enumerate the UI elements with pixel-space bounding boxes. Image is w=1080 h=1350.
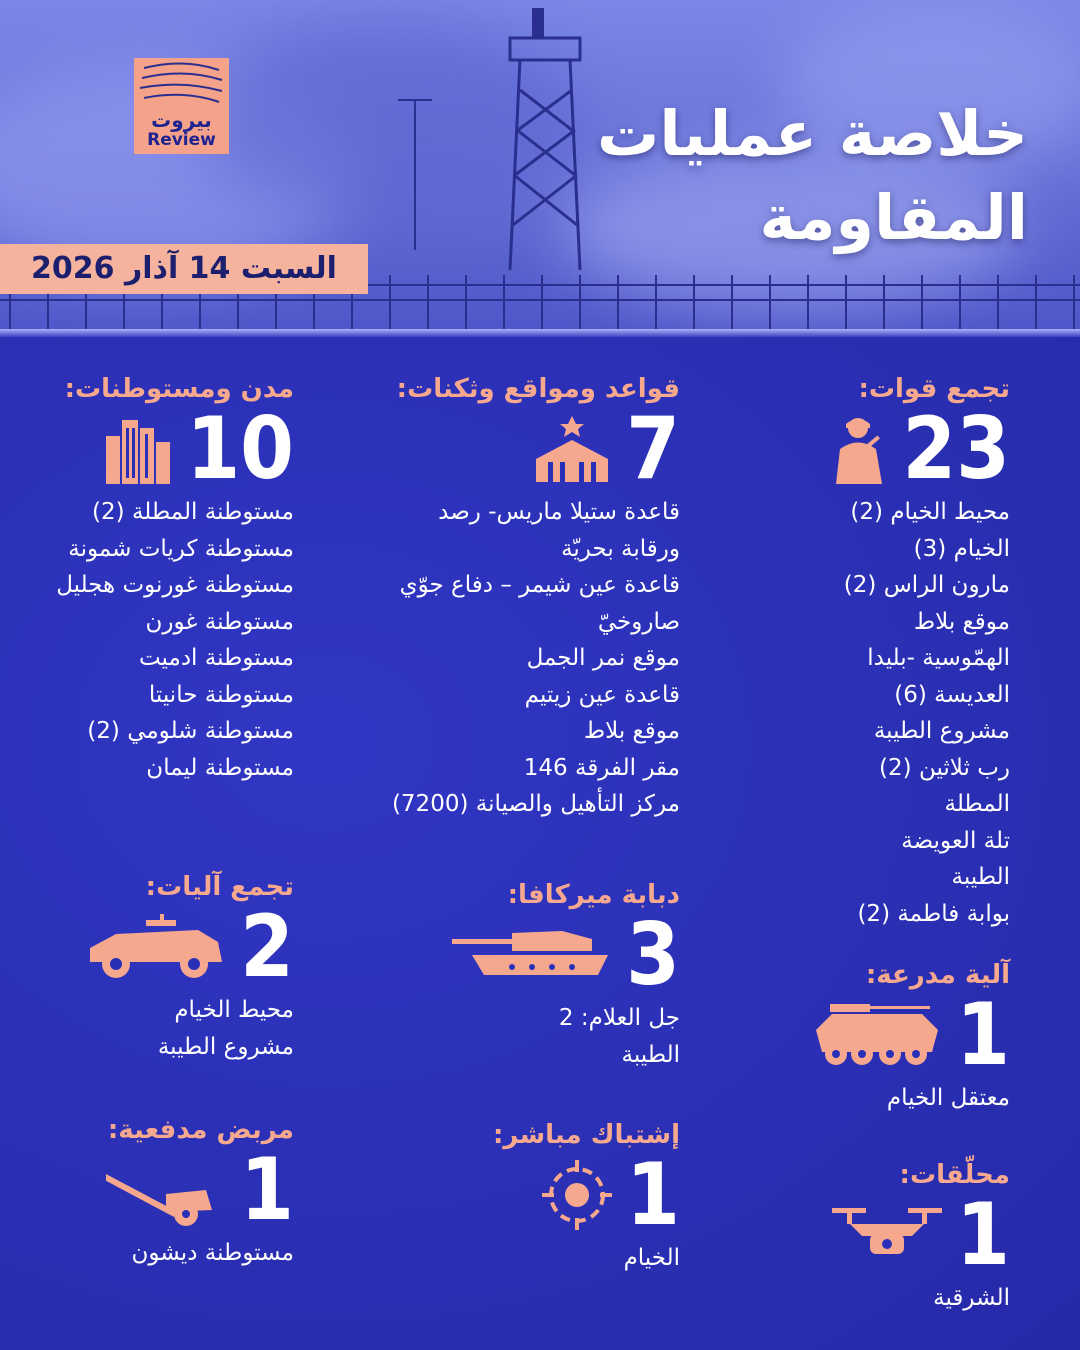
list-item: الطيبة — [951, 864, 1010, 890]
forces-list — [828, 494, 1010, 932]
merkava-heading: دبابة ميركافا: — [507, 880, 680, 910]
buildings-icon — [106, 414, 172, 484]
cities-section — [56, 374, 294, 786]
list-item: مستوطنة كريات شمونة — [68, 535, 294, 562]
logo-english: Review — [147, 130, 216, 150]
list-item: مشروع الطيبة — [873, 718, 1010, 744]
artillery-list — [106, 1235, 294, 1272]
cities-heading: مدن ومستوطنات: — [64, 374, 294, 404]
list-item: محيط الخيام (2) — [850, 499, 1010, 525]
hero-divider — [0, 329, 1080, 337]
list-item: مقر الفرقة 146 — [523, 754, 680, 781]
vehicles-list — [86, 992, 294, 1065]
list-item: جل العلام: 2 — [558, 1005, 680, 1031]
list-item: الخيام (3) — [913, 535, 1010, 562]
list-item: الخيام — [623, 1245, 680, 1271]
brand-logo — [134, 58, 229, 154]
merkava-list — [452, 1000, 680, 1073]
cities-list — [56, 494, 294, 786]
list-item: معتقل الخيام — [886, 1085, 1010, 1111]
list-item: موقع بلاط — [583, 718, 680, 744]
merkava-count: 3 — [626, 905, 680, 1005]
forces-section — [828, 374, 1010, 932]
bases-count: 7 — [626, 399, 680, 499]
list-item: مستوطنة ادميت — [138, 645, 294, 671]
howitzer-icon — [106, 1150, 226, 1230]
list-item: الشرقية — [933, 1285, 1010, 1311]
vehicles-count: 2 — [240, 897, 294, 997]
vehicles-heading: تجمع آليات: — [145, 872, 294, 902]
forces-count: 23 — [902, 399, 1010, 499]
list-item: المطلة — [944, 791, 1010, 817]
list-item: قاعدة ستيلا ماريس- رصد — [438, 499, 680, 525]
list-item: مشروع الطيبة — [157, 1033, 294, 1060]
armored-list — [812, 1080, 1010, 1117]
bases-heading: قواعد ومواقع وثكنات: — [396, 374, 680, 404]
list-item: مارون الراس (2) — [843, 572, 1010, 598]
armored-section — [812, 960, 1010, 1117]
cities-count: 10 — [186, 399, 294, 499]
title-line-2: المقاومة — [759, 181, 1028, 254]
artillery-count: 1 — [240, 1140, 294, 1240]
cedar-scribble-icon — [134, 58, 229, 108]
list-item: صاروخيّ — [597, 608, 680, 635]
artillery-heading: مربض مدفعية: — [107, 1115, 294, 1145]
list-item: مركز التأهيل والصيانة (7200) — [391, 791, 680, 817]
list-item: الهمّوسية -بليدا — [867, 645, 1010, 671]
date-badge: السبت 14 آذار 2026 — [0, 244, 368, 294]
list-item: مستوطنة المطلة (2) — [92, 499, 294, 525]
list-item: العديسة (6) — [894, 681, 1010, 708]
barracks-icon — [532, 414, 612, 484]
logo-arabic: بيروت — [151, 108, 212, 132]
drones-list — [832, 1280, 1010, 1317]
bases-list — [392, 494, 680, 823]
clash-heading: إشتباك مباشر: — [493, 1120, 680, 1150]
soldier-icon — [828, 414, 888, 484]
list-item: قاعدة عين شيمر – دفاع جوّي — [399, 572, 680, 598]
forces-heading: تجمع قوات: — [858, 374, 1010, 404]
title-line-1: خلاصة عمليات — [597, 97, 1028, 170]
tank-icon — [452, 925, 612, 985]
list-item: محيط الخيام — [174, 997, 294, 1023]
list-item: مستوطنة غورنوت هجليل — [56, 572, 294, 598]
drones-section — [832, 1160, 1010, 1317]
crosshair-icon — [542, 1160, 612, 1230]
list-item: موقع نمر الجمل — [526, 645, 680, 671]
drones-count: 1 — [956, 1185, 1010, 1285]
list-item: بوابة فاطمة (2) — [857, 900, 1010, 927]
armored-count: 1 — [956, 985, 1010, 1085]
list-item: مستوطنة ليمان — [146, 754, 294, 781]
list-item: مستوطنة ديشون — [131, 1240, 294, 1266]
list-item: مستوطنة حانيتا — [148, 681, 294, 708]
list-item: ورقابة بحريّة — [561, 535, 680, 562]
list-item: مستوطنة شلومي (2) — [87, 718, 294, 744]
list-item: الطيبة — [621, 1041, 680, 1068]
humvee-icon — [86, 912, 226, 982]
list-item: تلة العويضة — [901, 827, 1010, 854]
drones-heading: محلّقات: — [899, 1160, 1010, 1190]
vehicles-section — [86, 872, 294, 1065]
list-item: قاعدة عين زيتيم — [524, 681, 680, 708]
artillery-section — [106, 1115, 294, 1272]
bases-section — [392, 374, 680, 823]
clash-count: 1 — [626, 1145, 680, 1245]
merkava-section — [452, 880, 680, 1073]
apc-icon — [812, 1000, 942, 1070]
drone-icon — [832, 1200, 942, 1270]
clash-list — [493, 1240, 680, 1277]
list-item: رب ثلاثين (2) — [879, 754, 1010, 781]
list-item: مستوطنة غورن — [145, 608, 294, 635]
armored-heading: آلية مدرعة: — [865, 960, 1010, 990]
list-item: موقع بلاط — [913, 608, 1010, 635]
clash-section — [493, 1120, 680, 1277]
page-title — [508, 92, 1028, 260]
